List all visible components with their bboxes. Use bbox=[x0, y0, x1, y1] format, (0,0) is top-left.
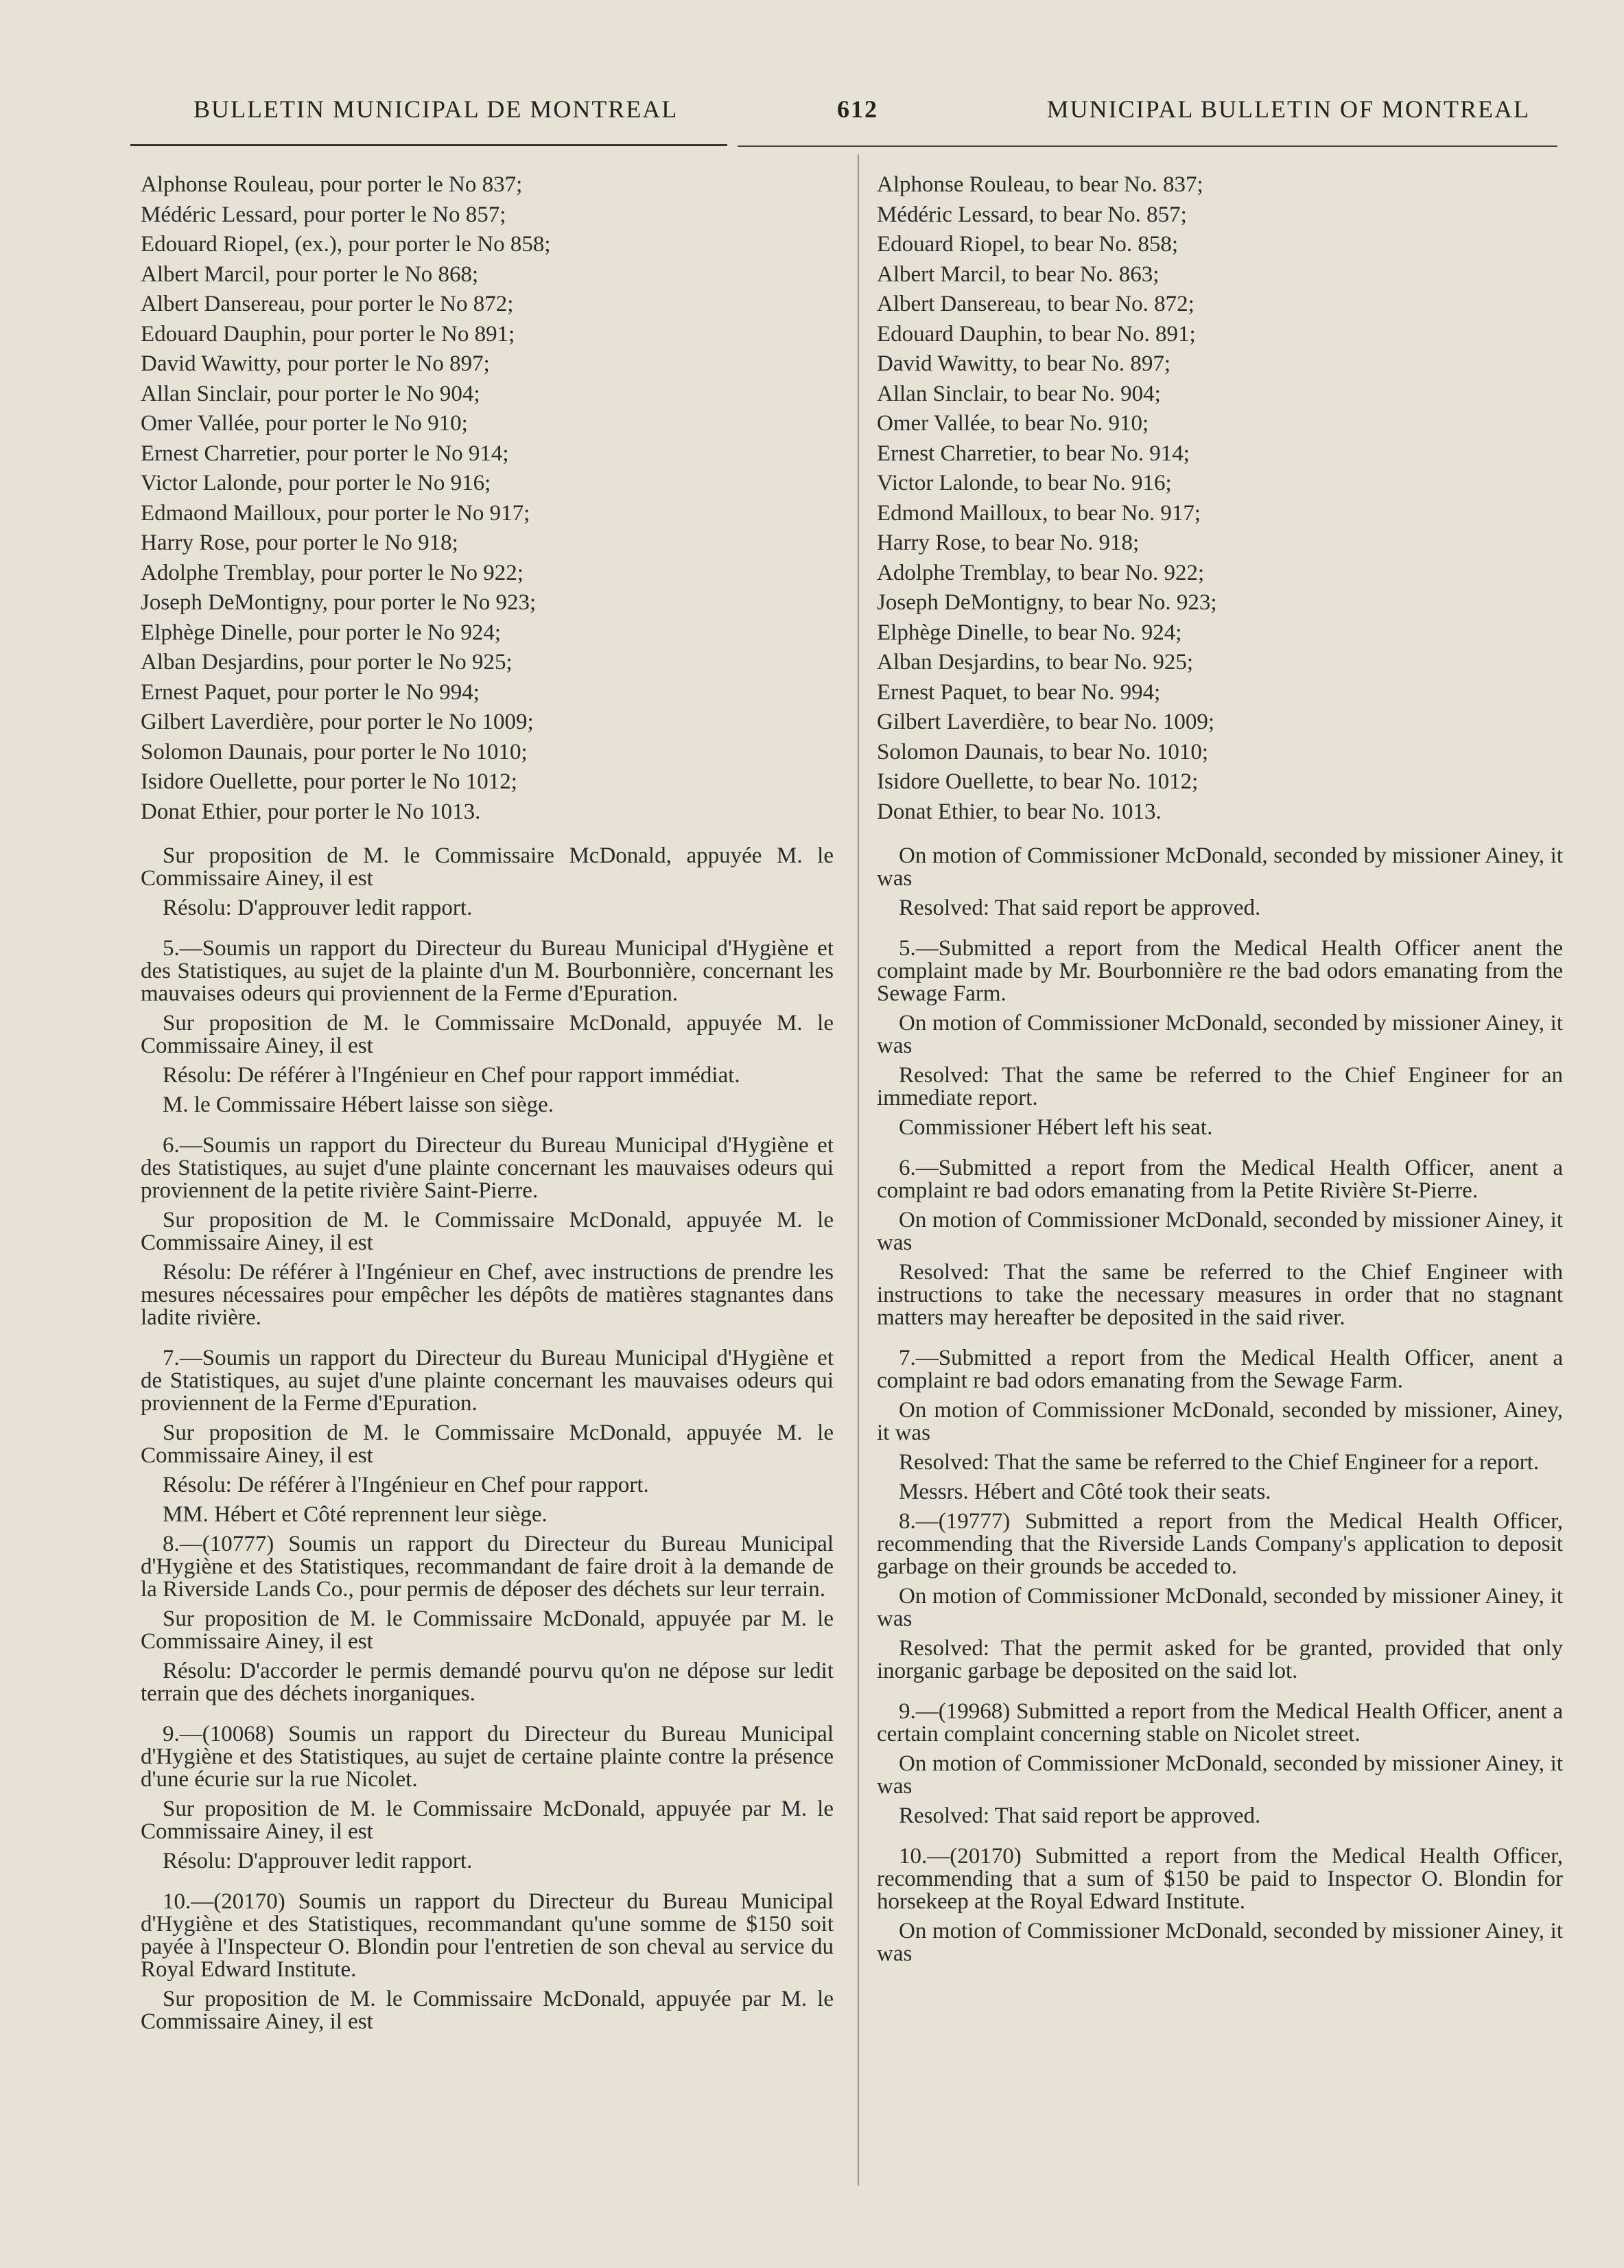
report-item-5: 5.—Submitted a report from the Medical Health Officer anent the complaint made by Mr. Bourbonnière re the bad odors emanating from the Sewage Farm. bbox=[877, 936, 1563, 1006]
roster-entry: Joseph DeMontigny, to bear No. 923; bbox=[877, 590, 1217, 615]
roster-entry: Ernest Charretier, to bear No. 914; bbox=[877, 441, 1190, 466]
report-item-6: 6.—Soumis un rapport du Directeur du Bureau Municipal d'Hygiène et des Statistiques, au sujet d'une plainte concernant les mauvaises odeurs qui proviennent de la petite rivière Saint-Pierre. bbox=[141, 1133, 834, 1203]
roster-entry: Edouard Riopel, to bear No. 858; bbox=[877, 232, 1178, 257]
roster-entry: Albert Dansereau, to bear No. 872; bbox=[877, 292, 1195, 316]
motion-paragraph: On motion of Commissioner McDonald, seconded by missioner Ainey, it was bbox=[877, 1751, 1563, 1799]
seat-note: MM. Hébert et Côté reprennent leur siège. bbox=[163, 1502, 548, 1527]
motion-paragraph: Sur proposition de M. le Commissaire McDonald, appuyée par M. le Commissaire Ainey, il est bbox=[141, 1987, 834, 2034]
roster-entry: Allan Sinclair, to bear No. 904; bbox=[877, 381, 1161, 406]
roster-entry: Solomon Daunais, to bear No. 1010; bbox=[877, 739, 1209, 764]
roster-entry: David Wawitty, to bear No. 897; bbox=[877, 351, 1171, 376]
roster-entry: Edouard Dauphin, pour porter le No 891; bbox=[141, 321, 515, 347]
english-column bbox=[877, 170, 1563, 1965]
roster-entry: Gilbert Laverdière, to bear No. 1009; bbox=[877, 710, 1215, 734]
resolution-paragraph: Résolu: De référer à l'Ingénieur en Chef pour rapport immédiat. bbox=[163, 1063, 740, 1088]
roster-entry: Gilbert Laverdière, pour porter le No 1009; bbox=[141, 710, 534, 734]
running-header bbox=[185, 95, 1530, 136]
resolution-paragraph: Resolved: That the same be referred to the Chief Engineer for a report. bbox=[899, 1450, 1540, 1475]
column-divider bbox=[858, 154, 859, 2186]
motion-paragraph: Sur proposition de M. le Commissaire McDonald, appuyée M. le Commissaire Ainey, il est bbox=[141, 1011, 834, 1058]
roster-entry: Alban Desjardins, to bear No. 925; bbox=[877, 650, 1193, 675]
report-item-7: 7.—Submitted a report from the Medical Health Officer, anent a complaint re bad odors emanating from the Sewage Farm. bbox=[877, 1346, 1563, 1393]
report-item-9: 9.—(19968) Submitted a report from the Medical Health Officer, anent a certain complaint concerning stable on Nicolet street. bbox=[877, 1699, 1563, 1746]
resolution-paragraph: Resolved: That said report be approved. bbox=[899, 896, 1261, 920]
resolution-paragraph: Résolu: D'approuver ledit rapport. bbox=[163, 1849, 473, 1873]
roster-entry: Victor Lalonde, to bear No. 916; bbox=[877, 471, 1172, 495]
roster-entry: Harry Rose, to bear No. 918; bbox=[877, 530, 1140, 555]
seat-note: Messrs. Hébert and Côté took their seats. bbox=[899, 1480, 1271, 1504]
roster-entry: Harry Rose, pour porter le No 918; bbox=[141, 530, 458, 555]
header-rule-right bbox=[738, 145, 1557, 147]
resolution-paragraph: Resolved: That the same be referred to the Chief Engineer for an immediate report. bbox=[877, 1063, 1563, 1110]
motion-paragraph: On motion of Commissioner McDonald, seconded by missioner Ainey, it was bbox=[877, 1919, 1563, 1966]
motion-paragraph: Sur proposition de M. le Commissaire McDonald, appuyée par M. le Commissaire Ainey, il est bbox=[141, 1797, 834, 1844]
french-column bbox=[141, 170, 834, 2033]
motion-paragraph: On motion of Commissioner McDonald, seconded by missioner Ainey, it was bbox=[877, 1584, 1563, 1631]
motion-paragraph: Sur proposition de M. le Commissaire McDonald, appuyée M. le Commissaire Ainey, il est bbox=[141, 843, 834, 891]
resolution-paragraph: Résolu: De référer à l'Ingénieur en Chef, avec instructions de prendre les mesures nécessaires pour empêcher les dépôts de matières stagnantes dans ladite rivière. bbox=[141, 1260, 834, 1330]
roster-entry: Donat Ethier, to bear No. 1013. bbox=[877, 799, 1162, 824]
header-rule-left bbox=[130, 144, 727, 146]
report-item-10: 10.—(20170) Submitted a report from the Medical Health Officer, recommending that a sum of $150 be paid to Inspector O. Blondin for horsekeep at the Royal Edward Institute. bbox=[877, 1844, 1563, 1914]
roster-entry: Elphège Dinelle, to bear No. 924; bbox=[877, 620, 1182, 645]
roster-entry: Edouard Dauphin, to bear No. 891; bbox=[877, 321, 1196, 347]
resolution-paragraph: Resolved: That the same be referred to the Chief Engineer with instructions to take the necessary measures in order that no stagnant matters may hereafter be deposited in the said river. bbox=[877, 1260, 1563, 1330]
report-item-8: 8.—(19777) Submitted a report from the Medical Health Officer, recommending that the Riverside Lands Company's application to deposit garbage on their grounds be acceded to. bbox=[877, 1509, 1563, 1579]
roster-entry: Albert Marcil, to bear No. 863; bbox=[877, 261, 1160, 287]
roster-entry: Solomon Daunais, pour porter le No 1010; bbox=[141, 739, 528, 764]
report-item-8: 8.—(10777) Soumis un rapport du Directeur du Bureau Municipal d'Hygiène et des Statistiques, recommandant de faire droit à la demande de la Riverside Lands Co., pour permis de déposer des déchets sur leur terrain. bbox=[141, 1532, 834, 1602]
page-number: 612 bbox=[837, 95, 878, 123]
seat-note: Commissioner Hébert left his seat. bbox=[899, 1115, 1213, 1140]
roster-entry: Médéric Lessard, to bear No. 857; bbox=[877, 202, 1187, 227]
roster-entry: Médéric Lessard, pour porter le No 857; bbox=[141, 202, 506, 227]
resolution-paragraph: Resolved: That the permit asked for be granted, provided that only inorganic garbage be deposited on the said lot. bbox=[877, 1636, 1563, 1683]
motion-paragraph: Sur proposition de M. le Commissaire McDonald, appuyée M. le Commissaire Ainey, il est bbox=[141, 1208, 834, 1255]
resolution-paragraph: Resolved: That said report be approved. bbox=[899, 1803, 1261, 1828]
report-item-10: 10.—(20170) Soumis un rapport du Directeur du Bureau Municipal d'Hygiène et des Statistiques, recommandant qu'une somme de $150 soit payée à l'Inspecteur O. Blondin pour l'entretien de son cheval au service du Royal Edward Institute. bbox=[141, 1889, 834, 1982]
roster-entry: Adolphe Tremblay, pour porter le No 922; bbox=[141, 560, 523, 585]
roster-entry: David Wawitty, pour porter le No 897; bbox=[141, 351, 490, 376]
report-item-6: 6.—Submitted a report from the Medical Health Officer, anent a complaint re bad odors emanating from la Petite Rivière St-Pierre. bbox=[877, 1156, 1563, 1203]
motion-paragraph: Sur proposition de M. le Commissaire McDonald, appuyée M. le Commissaire Ainey, il est bbox=[141, 1421, 834, 1468]
roster-entry: Albert Dansereau, pour porter le No 872; bbox=[141, 292, 514, 316]
roster-entry: Adolphe Tremblay, to bear No. 922; bbox=[877, 560, 1205, 585]
roster-entry: Alban Desjardins, pour porter le No 925; bbox=[141, 650, 513, 675]
seat-note: M. le Commissaire Hébert laisse son siège. bbox=[163, 1092, 554, 1117]
motion-paragraph: On motion of Commissioner McDonald, seconded by missioner Ainey, it was bbox=[877, 1011, 1563, 1058]
roster-entry: Ernest Paquet, to bear No. 994; bbox=[877, 679, 1161, 705]
report-item-7: 7.—Soumis un rapport du Directeur du Bureau Municipal d'Hygiène et de Statistiques, au sujet d'une plainte concernant les mauvaises odeurs qui proviennent de la Ferme d'Epuration. bbox=[141, 1346, 834, 1416]
roster-entry: Isidore Ouellette, to bear No. 1012; bbox=[877, 769, 1199, 794]
report-item-9: 9.—(10068) Soumis un rapport du Directeur du Bureau Municipal d'Hygiène et des Statistiques, au sujet de certaine plainte contre la présence d'une écurie sur la rue Nicolet. bbox=[141, 1722, 834, 1792]
header-title-french: BULLETIN MUNICIPAL DE MONTREAL bbox=[193, 95, 679, 123]
roster-entry: Joseph DeMontigny, pour porter le No 923; bbox=[141, 590, 537, 615]
roster-entry: Ernest Charretier, pour porter le No 914; bbox=[141, 441, 509, 466]
motion-paragraph: On motion of Commissioner McDonald, seconded by missioner Ainey, it was bbox=[877, 1208, 1563, 1255]
roster-entry: Victor Lalonde, pour porter le No 916; bbox=[141, 471, 491, 495]
resolution-paragraph: Résolu: D'approuver ledit rapport. bbox=[163, 896, 473, 920]
roster-entry: Edmond Mailloux, to bear No. 917; bbox=[877, 500, 1201, 526]
roster-entry: Elphège Dinelle, pour porter le No 924; bbox=[141, 620, 502, 645]
resolution-paragraph: Résolu: D'accorder le permis demandé pourvu qu'on ne dépose sur ledit terrain que des déchets inorganiques. bbox=[141, 1659, 834, 1706]
french-roster bbox=[141, 170, 834, 827]
roster-entry: Alphonse Rouleau, pour porter le No 837; bbox=[141, 172, 523, 197]
roster-entry: Alphonse Rouleau, to bear No. 837; bbox=[877, 172, 1203, 197]
motion-paragraph: Sur proposition de M. le Commissaire McDonald, appuyée par M. le Commissaire Ainey, il est bbox=[141, 1606, 834, 1654]
motion-paragraph: On motion of Commissioner McDonald, seconded by missioner, Ainey, it was bbox=[877, 1398, 1563, 1445]
roster-entry: Edouard Riopel, (ex.), pour porter le No 858; bbox=[141, 232, 551, 257]
roster-entry: Donat Ethier, pour porter le No 1013. bbox=[141, 799, 481, 824]
roster-entry: Ernest Paquet, pour porter le No 994; bbox=[141, 679, 480, 705]
roster-entry: Omer Vallée, pour porter le No 910; bbox=[141, 411, 468, 436]
roster-entry: Isidore Ouellette, pour porter le No 1012; bbox=[141, 769, 517, 794]
resolution-paragraph: Résolu: De référer à l'Ingénieur en Chef pour rapport. bbox=[163, 1473, 649, 1497]
roster-entry: Edmaond Mailloux, pour porter le No 917; bbox=[141, 500, 530, 526]
english-roster bbox=[877, 170, 1563, 827]
motion-paragraph: On motion of Commissioner McDonald, seconded by missioner Ainey, it was bbox=[877, 843, 1563, 891]
roster-entry: Omer Vallée, to bear No. 910; bbox=[877, 411, 1149, 436]
report-item-5: 5.—Soumis un rapport du Directeur du Bureau Municipal d'Hygiène et des Statistiques, au sujet de la plainte d'un M. Bourbonnière, concernant les mauvaises odeurs qui proviennent de la Ferme d'Epuration. bbox=[141, 936, 834, 1006]
roster-entry: Albert Marcil, pour porter le No 868; bbox=[141, 261, 479, 287]
roster-entry: Allan Sinclair, pour porter le No 904; bbox=[141, 381, 480, 406]
header-title-english: MUNICIPAL BULLETIN OF MONTREAL bbox=[1046, 95, 1530, 123]
